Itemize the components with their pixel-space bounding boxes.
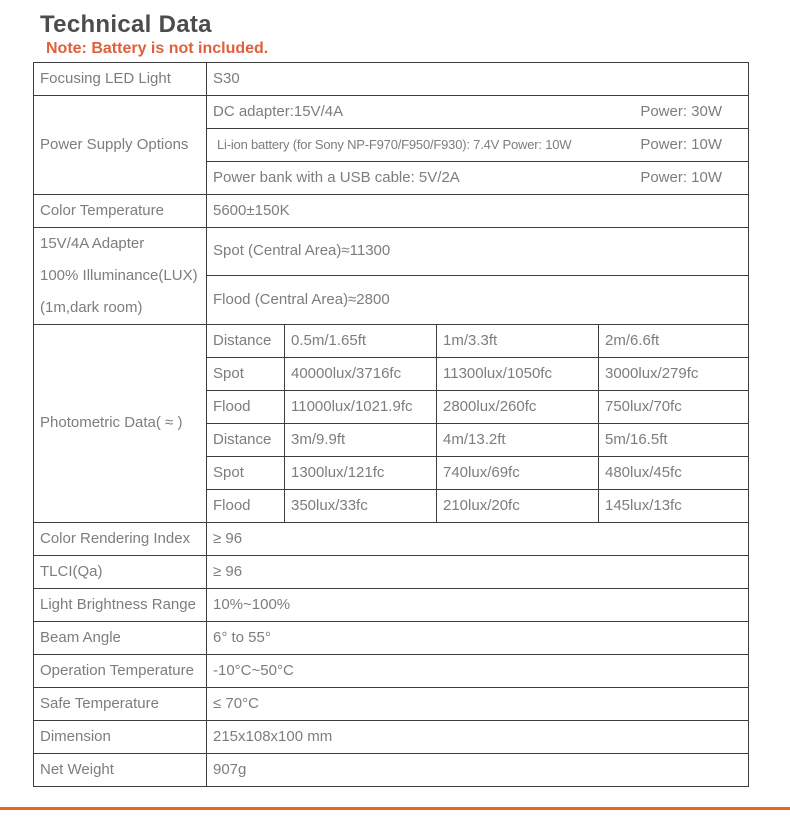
row-value: 5600±150K (207, 194, 749, 227)
row-label: Safe Temperature (34, 687, 207, 720)
photometric-attr: Spot (207, 456, 285, 489)
table-row (34, 194, 749, 227)
table-row (34, 522, 749, 555)
row-value: ≥ 96 (207, 522, 749, 555)
table-row (34, 753, 749, 786)
power-option-watt: Power: 30W (640, 102, 723, 120)
photometric-label: Photometric Data( ≈ ) (34, 324, 207, 522)
photometric-cell: 750lux/70fc (599, 390, 749, 423)
illuminance-label-line: 15V/4A Adapter (40, 234, 145, 252)
table-row (34, 227, 749, 276)
table-row (34, 621, 749, 654)
table-row (34, 62, 749, 95)
photometric-cell: 4m/13.2ft (437, 423, 599, 456)
illuminance-label-line: (1m,dark room) (40, 298, 143, 316)
row-label: Power Supply Options (34, 95, 207, 194)
battery-note: Note: Battery is not included. (46, 40, 269, 58)
power-option-desc: Power bank with a USB cable: 5V/2A (213, 168, 460, 186)
photometric-cell: 11300lux/1050fc (437, 357, 599, 390)
page-title: Technical Data (40, 11, 212, 38)
row-value: ≤ 70°C (207, 687, 749, 720)
row-label: Color Temperature (34, 194, 207, 227)
row-value: 6° to 55° (207, 621, 749, 654)
table-row (34, 720, 749, 753)
photometric-cell: 40000lux/3716fc (285, 357, 437, 390)
photometric-cell: 1m/3.3ft (437, 324, 599, 357)
power-option-watt: Power: 10W (640, 168, 723, 186)
photometric-cell: 0.5m/1.65ft (285, 324, 437, 357)
table-row (34, 324, 749, 357)
row-label: Net Weight (34, 753, 207, 786)
row-label: Light Brightness Range (34, 588, 207, 621)
photometric-cell: 210lux/20fc (437, 489, 599, 522)
power-option-watt: Power: 10W (640, 135, 723, 153)
row-value: 215x108x100 mm (207, 720, 749, 753)
technical-data-table (33, 62, 749, 787)
row-value: 10%~100% (207, 588, 749, 621)
spot-illuminance-value: Spot (Central Area)≈11300 (207, 227, 749, 276)
photometric-cell: 2800lux/260fc (437, 390, 599, 423)
photometric-attr: Spot (207, 357, 285, 390)
row-label: Dimension (34, 720, 207, 753)
illuminance-label (34, 227, 207, 324)
row-label: Focusing LED Light (34, 62, 207, 95)
power-option-row (207, 95, 749, 128)
row-label: Operation Temperature (34, 654, 207, 687)
photometric-cell: 1300lux/121fc (285, 456, 437, 489)
row-value: S30 (207, 62, 749, 95)
row-label: Color Rendering Index (34, 522, 207, 555)
photometric-cell: 3000lux/279fc (599, 357, 749, 390)
flood-illuminance-value: Flood (Central Area)≈2800 (207, 276, 749, 325)
illuminance-label-line: 100% Illuminance(LUX) (40, 266, 198, 284)
photometric-cell: 5m/16.5ft (599, 423, 749, 456)
table-row (34, 95, 749, 128)
row-value: 907g (207, 753, 749, 786)
power-option-row (207, 161, 749, 194)
photometric-cell: 350lux/33fc (285, 489, 437, 522)
photometric-attr: Distance (207, 324, 285, 357)
photometric-attr: Flood (207, 489, 285, 522)
row-value: ≥ 96 (207, 555, 749, 588)
photometric-cell: 480lux/45fc (599, 456, 749, 489)
photometric-cell: 2m/6.6ft (599, 324, 749, 357)
power-option-desc: Li-ion battery (for Sony NP-F970/F950/F930): 7.4V Power: 10W (217, 136, 572, 152)
photometric-cell: 11000lux/1021.9fc (285, 390, 437, 423)
row-label: Beam Angle (34, 621, 207, 654)
table-row (34, 654, 749, 687)
table-row (34, 555, 749, 588)
power-option-desc: DC adapter:15V/4A (213, 102, 344, 120)
power-option-row (207, 128, 749, 161)
photometric-cell: 740lux/69fc (437, 456, 599, 489)
photometric-cell: 145lux/13fc (599, 489, 749, 522)
photometric-attr: Distance (207, 423, 285, 456)
accent-divider (0, 807, 790, 810)
photometric-cell: 3m/9.9ft (285, 423, 437, 456)
row-label: TLCI(Qa) (34, 555, 207, 588)
row-value: -10°C~50°C (207, 654, 749, 687)
photometric-attr: Flood (207, 390, 285, 423)
table-row (34, 687, 749, 720)
table-row (34, 588, 749, 621)
